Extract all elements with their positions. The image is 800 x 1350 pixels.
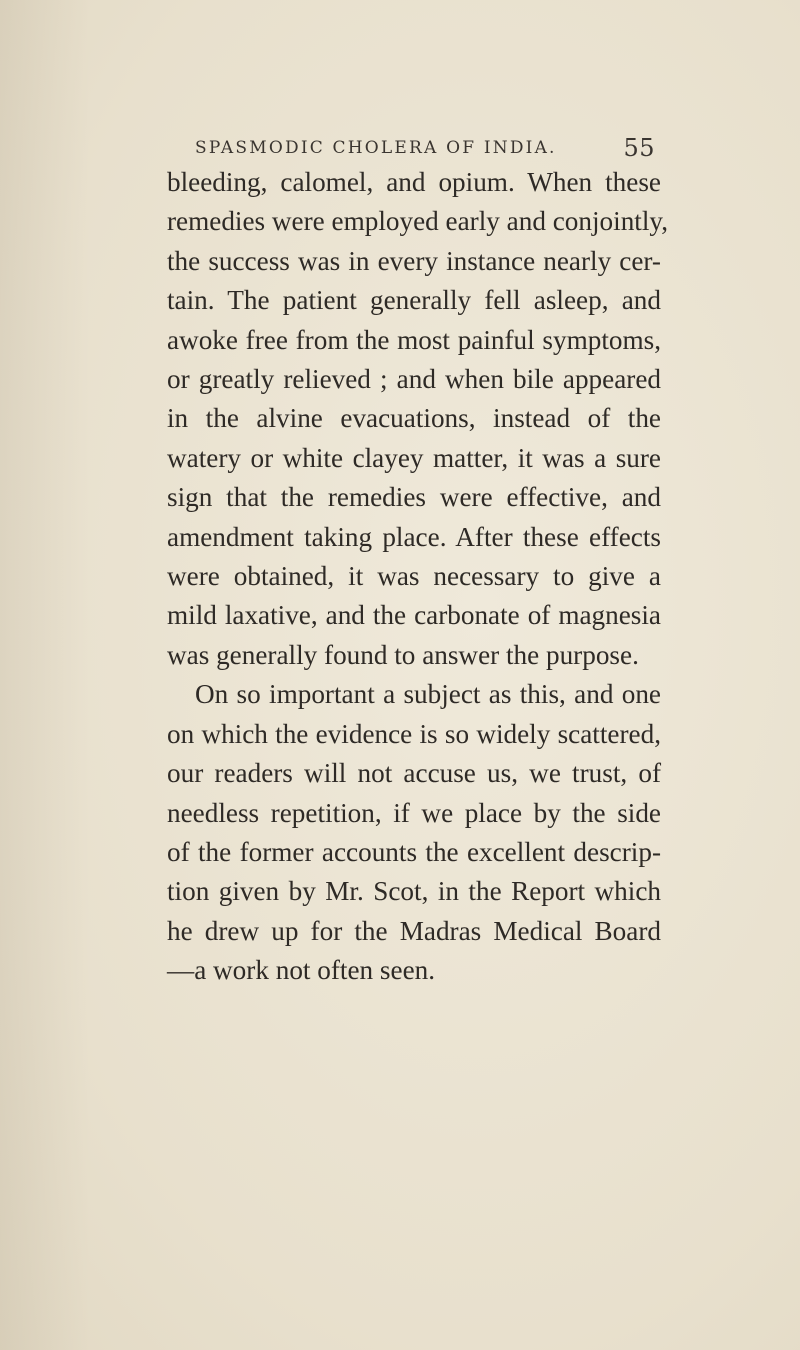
text-line: or greatly relieved ; and when bile appeared — [167, 364, 661, 395]
text-line: needless repetition, if we place by the side — [167, 797, 661, 828]
text-line: our readers will not accuse us, we trust, of — [167, 758, 661, 789]
text-line: mild laxative, and the carbonate of magnesia — [167, 600, 661, 631]
text-line: he drew up for the Madras Medical Board — [167, 915, 661, 946]
text-line: watery or white clayey matter, it was a sure — [167, 442, 661, 473]
page-header — [195, 134, 655, 162]
paragraph-1 — [167, 163, 669, 675]
text-line: remedies were employed early and conjointly, — [167, 206, 669, 237]
text-line: of the former accounts the excellent descrip- — [167, 836, 661, 867]
text-line: On so important a subject as this, and one — [195, 679, 661, 710]
text-line: —a work not often seen. — [167, 955, 436, 986]
text-line: the success was in every instance nearly cer- — [167, 245, 661, 276]
text-line: in the alvine evacuations, instead of the — [167, 403, 661, 434]
body-text — [167, 163, 669, 991]
text-line: awoke free from the most painful symptoms, — [167, 324, 661, 355]
text-line: bleeding, calomel, and opium. When these — [167, 167, 661, 197]
page-number: 55 — [623, 134, 655, 162]
text-line: was generally found to answer the purpose. — [167, 639, 639, 670]
text-line: tain. The patient generally fell asleep, and — [167, 285, 661, 316]
running-head: SPASMODIC CHOLERA OF INDIA. — [195, 138, 557, 158]
text-line: tion given by Mr. Scot, in the Report which — [167, 876, 661, 907]
text-line: sign that the remedies were effective, and — [167, 482, 661, 513]
paragraph-2 — [167, 675, 661, 990]
text-line: amendment taking place. After these effects — [167, 521, 661, 552]
text-line: were obtained, it was necessary to give a — [167, 561, 661, 592]
text-line: on which the evidence is so widely scattered, — [167, 718, 661, 749]
